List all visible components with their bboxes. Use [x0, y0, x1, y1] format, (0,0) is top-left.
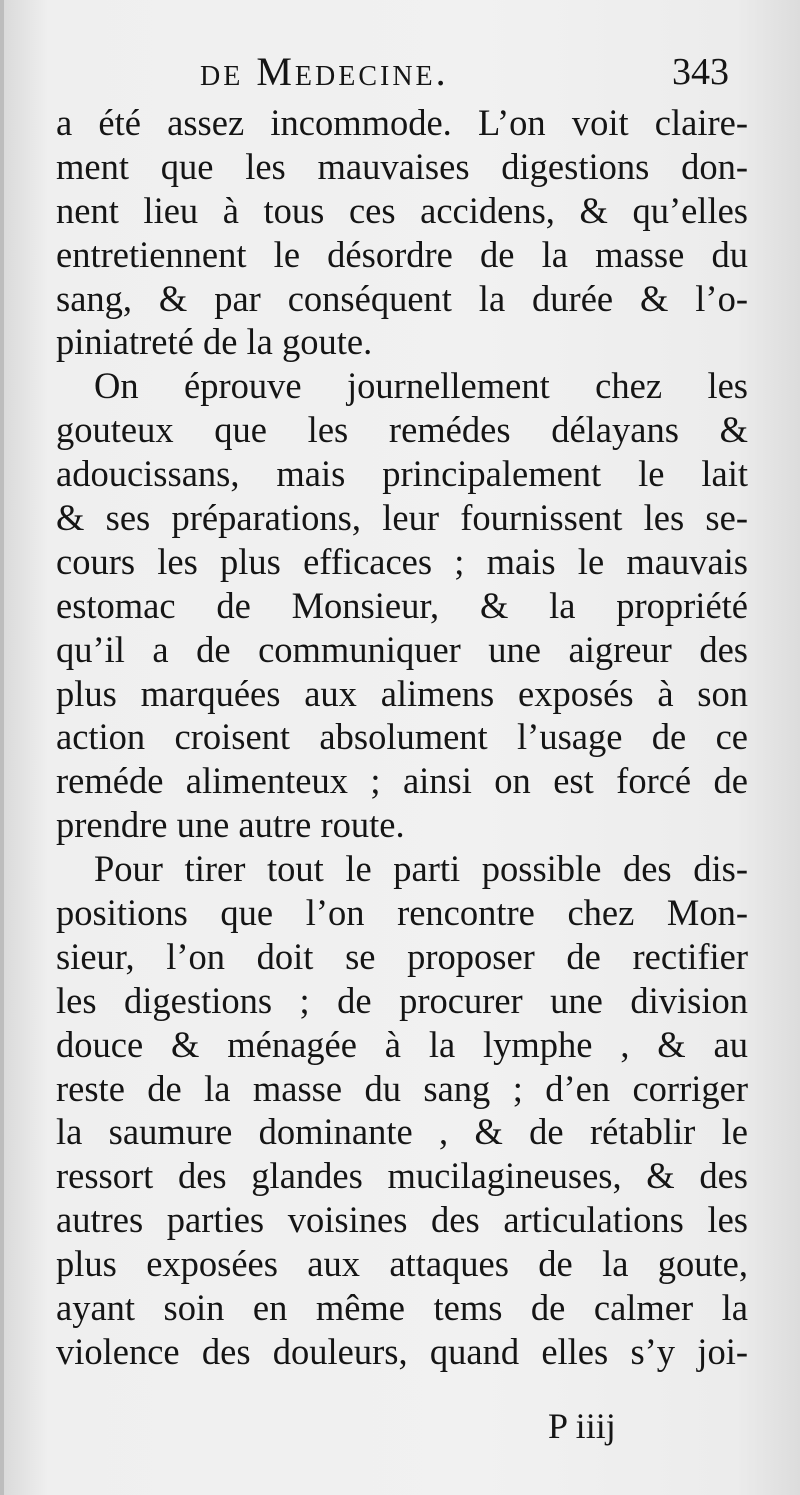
page-edge — [0, 0, 4, 1495]
text-line: ayant soin en même tems de calmer la — [56, 1287, 748, 1329]
page-number: 343 — [672, 51, 729, 93]
text-line: positions que l’on rencontre chez Mon- — [56, 892, 748, 934]
text-line: sieur, l’on doit se proposer de rectifier — [56, 935, 748, 977]
text-line: & ses préparations, leur fournissent les se- — [56, 497, 748, 539]
body-text — [56, 101, 748, 1374]
text-line: prendre une autre route. — [56, 804, 405, 846]
text-line: ressort des glandes mucilagineuses, & des — [56, 1155, 748, 1197]
signature-mark: P iiij — [548, 1406, 616, 1446]
text-line: plus marquées aux alimens exposés à son — [56, 672, 748, 714]
text-line: estomac de Monsieur, & la propriété — [56, 584, 748, 626]
text-line: les digestions ; de procurer une division — [56, 979, 748, 1021]
text-line: qu’il a de communiquer une aigreur des — [56, 628, 748, 670]
text-line: cours les plus efficaces ; mais le mauvais — [56, 540, 748, 582]
text-line: autres parties voisines des articulations les — [56, 1199, 748, 1241]
text-line: la saumure dominante , & de rétablir le — [56, 1111, 748, 1153]
text-line: action croisent absolument l’usage de ce — [56, 716, 748, 758]
text-line: entretiennent le désordre de la masse du — [56, 233, 748, 275]
text-line: plus exposées aux attaques de la goute, — [56, 1243, 748, 1285]
text-line: ment que les mauvaises digestions don- — [56, 145, 748, 187]
text-line: adoucissans, mais principalement le lait — [56, 453, 748, 495]
text-line: reste de la masse du sang ; d’en corriger — [56, 1067, 748, 1109]
text-line: piniatreté de la goute. — [56, 321, 373, 363]
text-line: a été assez incommode. L’on voit claire- — [56, 102, 748, 143]
text-line: On éprouve journellement chez les — [94, 365, 748, 407]
running-title: de Medecine. — [200, 49, 449, 94]
text-line: sang, & par conséquent la durée & l’o- — [56, 277, 748, 319]
text-line: nent lieu à tous ces accidens, & qu’elles — [56, 189, 748, 231]
text-line: douce & ménagée à la lymphe , & au — [56, 1023, 748, 1065]
text-line: Pour tirer tout le parti possible des dis- — [94, 848, 748, 890]
text-line: gouteux que les remédes délayans & — [56, 409, 748, 451]
page-header — [0, 48, 800, 98]
text-line: violence des douleurs, quand elles s’y joi- — [56, 1330, 748, 1372]
text-line: reméde alimenteux ; ainsi on est forcé de — [56, 760, 748, 802]
